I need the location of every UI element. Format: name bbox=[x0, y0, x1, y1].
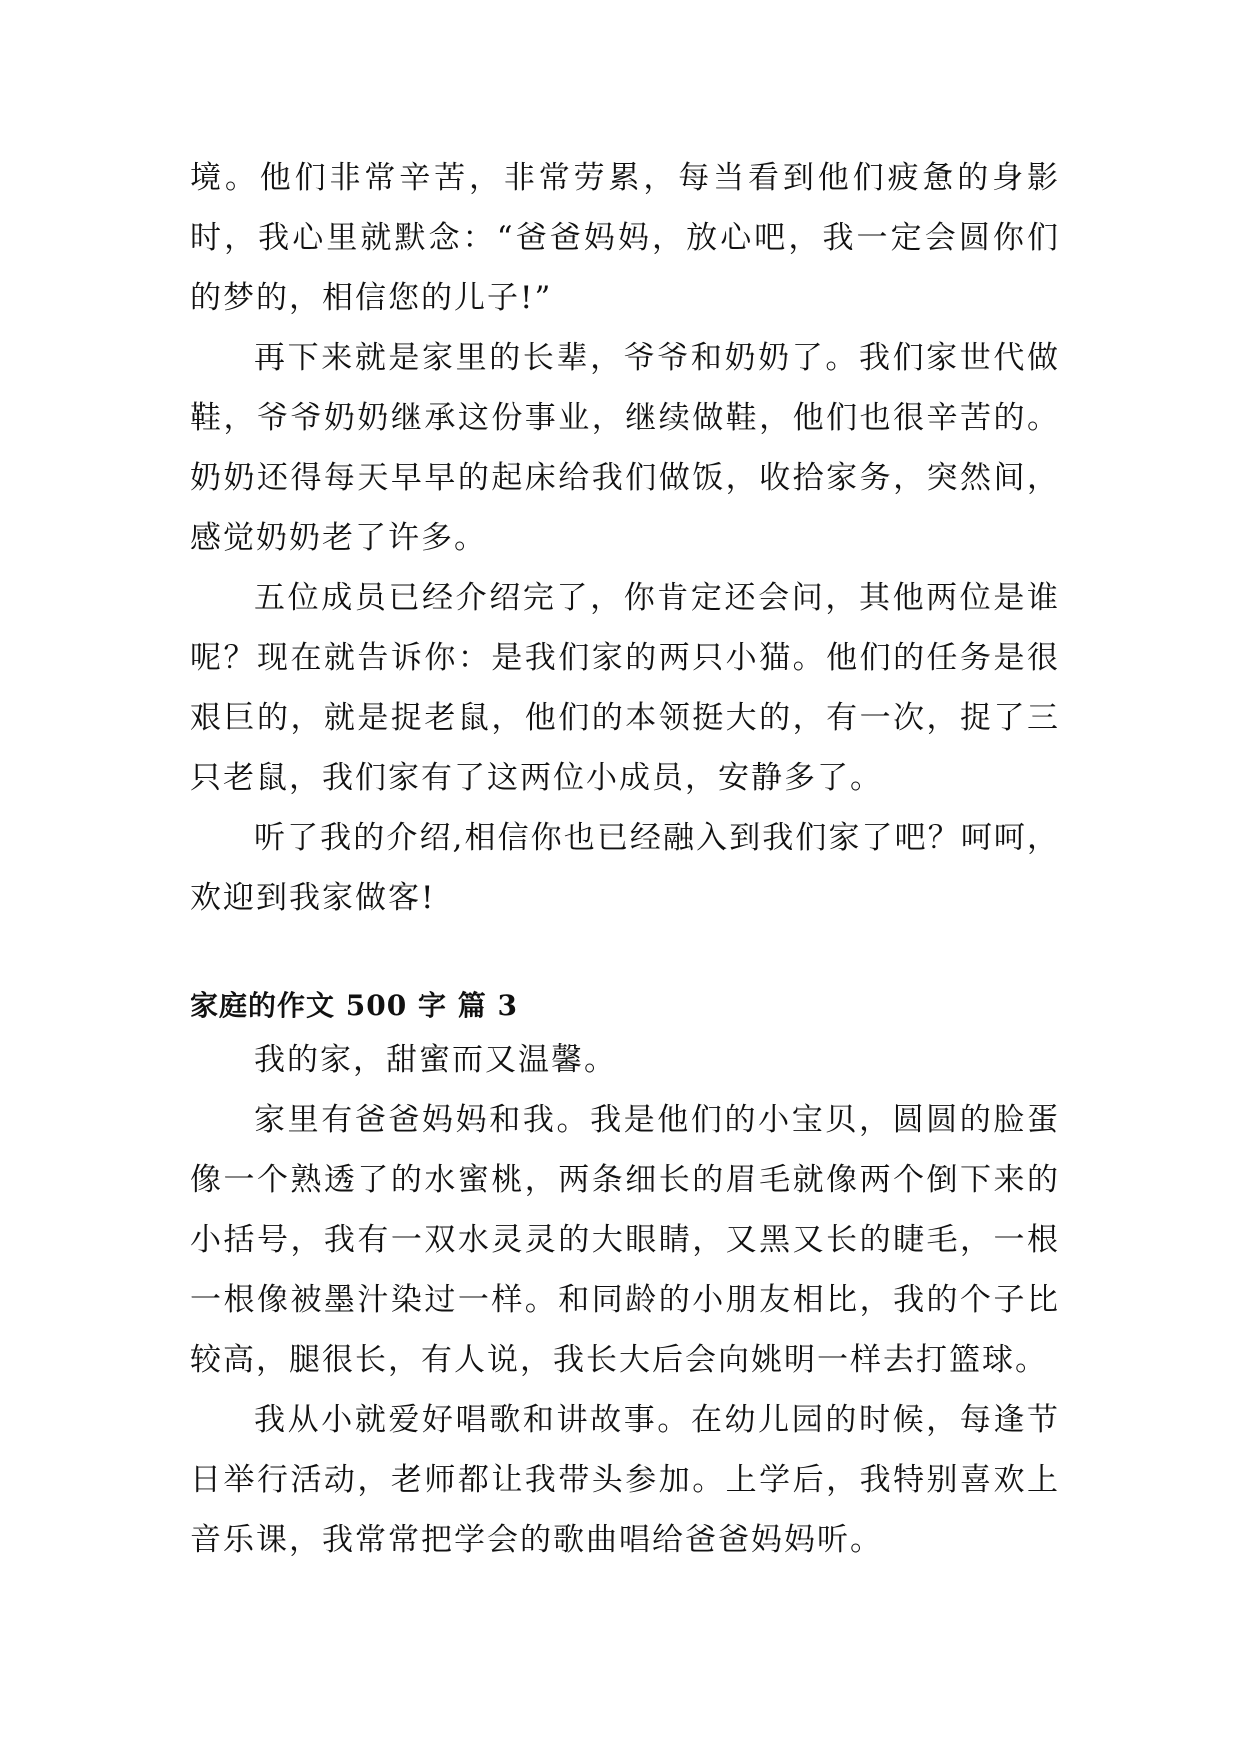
paragraph-hobbies: 我从小就爱好唱歌和讲故事。在幼儿园的时候，每逢节日举行活动，老师都让我带头参加。上学后，我特别喜欢上音乐课，我常常把学会的歌曲唱给爸爸妈妈听。 bbox=[190, 1402, 1060, 1558]
paragraph-intro: 我的家，甜蜜而又温馨。 bbox=[254, 1042, 617, 1078]
paragraph-family-description: 家里有爸爸妈妈和我。我是他们的小宝贝，圆圆的脸蛋像一个熟透了的水蜜桃，两条细长的眉毛就像两个倒下来的小括号，我有一双水灵灵的大眼睛，又黑又长的睫毛，一根一根像被墨汁染过一样。和同龄的小朋友相比，我的个子比较高，腿很长，有人说，我长大后会向姚明一样去打篮球。 bbox=[190, 1102, 1060, 1378]
paragraph-cats: 五位成员已经介绍完了，你肯定还会问，其他两位是谁呢？现在就告诉你：是我们家的两只小猫。他们的任务是很艰巨的，就是捉老鼠，他们的本领挺大的，有一次，捉了三只老鼠，我们家有了这两位小成员，安静多了。 bbox=[190, 580, 1060, 796]
paragraph-elders: 再下来就是家里的长辈，爷爷和奶奶了。我们家世代做鞋，爷爷奶奶继承这份事业，继续做鞋，他们也很辛苦的。奶奶还得每天早早的起床给我们做饭，收拾家务，突然间，感觉奶奶老了许多。 bbox=[190, 340, 1060, 556]
paragraph-continuation: 境。他们非常辛苦，非常劳累，每当看到他们疲惫的身影时，我心里就默念：“爸爸妈妈，放心吧，我一定会圆你们的梦的，相信您的儿子!” bbox=[190, 160, 1060, 316]
paragraph-welcome: 听了我的介绍,相信你也已经融入到我们家了吧？呵呵，欢迎到我家做客! bbox=[190, 820, 1060, 916]
section-heading: 家庭的作文 500 字 篇 3 bbox=[190, 989, 518, 1022]
